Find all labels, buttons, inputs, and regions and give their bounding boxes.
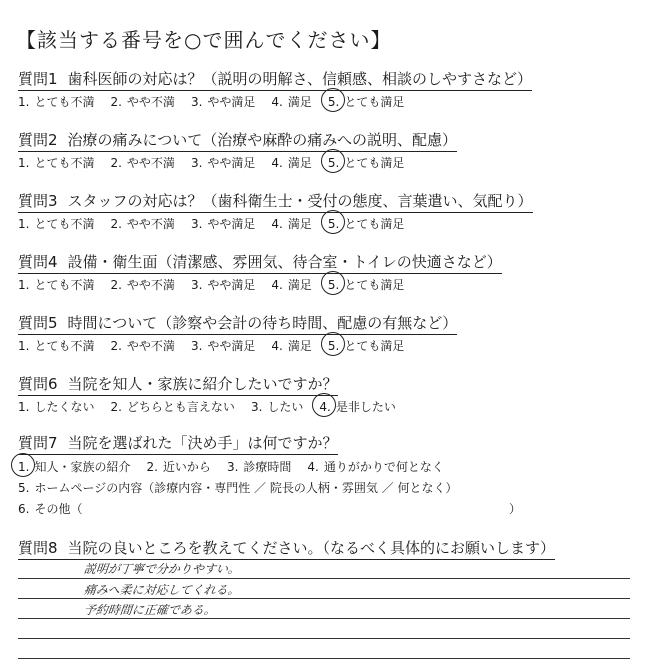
option-number: 4.	[271, 278, 283, 292]
option-label: 満足	[287, 217, 312, 231]
question-1-heading	[18, 68, 532, 91]
question-label: 質問3	[18, 192, 58, 210]
q7-option-6[interactable]	[18, 500, 82, 517]
q7-option-3[interactable]	[227, 458, 291, 475]
question-5-heading	[18, 312, 457, 335]
q7-other-close-paren: ）	[509, 502, 522, 516]
question-2-heading	[18, 129, 457, 152]
selection-circle	[321, 332, 345, 356]
option-label: 通りがかりで何となく	[323, 460, 444, 474]
option-number: 4.	[271, 156, 283, 170]
selection-circle	[321, 210, 345, 234]
q6-option-4[interactable]	[319, 398, 395, 415]
question-label: 質問1	[18, 70, 58, 88]
option-label: ホームページの内容（診療内容・専門性 ／ 院長の人柄・雰囲気 ／ 何となく）	[34, 481, 458, 495]
option-label: やや不満	[126, 339, 175, 353]
question-label: 質問5	[18, 314, 58, 332]
option-label: 近いから	[162, 460, 211, 474]
option-label: やや満足	[207, 156, 256, 170]
option-label: とても満足	[344, 278, 405, 292]
option-number: 1.	[18, 339, 30, 353]
option-number: 1.	[18, 156, 30, 170]
option-number: 5.	[327, 156, 340, 170]
question-8-label: 質問8	[18, 539, 58, 557]
option-label: やや満足	[207, 278, 256, 292]
option-label: やや不満	[126, 217, 175, 231]
q7-option-2[interactable]	[146, 458, 210, 475]
q5-option-1[interactable]	[18, 337, 94, 354]
q5-option-4[interactable]	[271, 337, 311, 354]
option-label: とても不満	[34, 339, 95, 353]
option-label: したい	[267, 400, 304, 414]
question-label: 質問6	[18, 375, 58, 393]
option-label: やや満足	[207, 339, 256, 353]
option-label: とても不満	[34, 156, 95, 170]
option-number: 2.	[110, 156, 122, 170]
question-5-options	[18, 337, 420, 354]
option-label: 満足	[287, 95, 312, 109]
q7-option-5[interactable]	[18, 479, 457, 496]
option-number: 1.	[18, 217, 30, 231]
selection-circle	[321, 271, 345, 295]
question-7-options-row1	[18, 458, 460, 475]
question-text: 歯科医師の対応は？（説明の明解さ、信頼感、相談のしやすさなど）	[67, 70, 532, 88]
option-number: 4.	[271, 95, 283, 109]
option-number: 3.	[190, 339, 203, 353]
answer-line	[18, 598, 630, 599]
question-text: 時間について（診察や会計の待ち時間、配慮の有無など）	[67, 314, 458, 332]
question-label: 質問2	[18, 131, 58, 149]
question-1-options	[18, 93, 420, 110]
option-label: やや不満	[126, 156, 175, 170]
option-number: 2.	[110, 95, 122, 109]
q7-option-4[interactable]	[307, 458, 443, 475]
option-number: 2.	[110, 400, 122, 414]
q5-option-5[interactable]	[328, 337, 404, 354]
q6-option-2[interactable]	[110, 398, 234, 415]
option-label: 満足	[287, 339, 312, 353]
question-4-options	[18, 276, 420, 293]
option-number: 5.	[327, 339, 340, 353]
answer-line	[18, 578, 630, 579]
q6-option-3[interactable]	[251, 398, 303, 415]
answer-line	[18, 618, 630, 619]
question-4-heading	[18, 251, 502, 274]
option-label: どちらとも言えない	[126, 400, 235, 414]
option-number: 2.	[110, 339, 122, 353]
selection-circle	[11, 453, 35, 477]
option-number: 2.	[146, 460, 158, 474]
option-number: 4.	[271, 339, 283, 353]
q1-option-4[interactable]	[271, 93, 311, 110]
q2-option-1[interactable]	[18, 154, 94, 171]
option-number: 1.	[18, 95, 30, 109]
question-text: 当院を知人・家族に紹介したいですか？	[67, 375, 338, 393]
option-number: 1.	[18, 400, 30, 414]
q1-option-3[interactable]	[191, 93, 255, 110]
answer-line	[18, 658, 630, 659]
option-label: 知人・家族の紹介	[34, 460, 131, 474]
option-number: 2.	[110, 217, 122, 231]
option-label: 満足	[287, 156, 312, 170]
question-text: スタッフの対応は？（歯科衛生士・受付の態度、言葉遣い、気配り）	[67, 192, 533, 210]
option-label: 満足	[287, 278, 312, 292]
option-number: 3.	[190, 278, 203, 292]
question-text: 設備・衛生面（清潔感、雰囲気、待合室・トイレの快適さなど）	[67, 253, 502, 271]
option-label: とても不満	[34, 95, 95, 109]
q2-option-4[interactable]	[271, 154, 311, 171]
answer-line	[18, 638, 630, 639]
selection-circle	[321, 149, 345, 173]
option-number: 4.	[271, 217, 283, 231]
option-number: 5.	[18, 481, 30, 495]
option-number: 1.	[18, 278, 30, 292]
question-8-text: 当院の良いところを教えてください。（なるべく具体的にお願いします）	[67, 539, 556, 557]
question-7-text: 当院を選ばれた「決め手」は何ですか？	[67, 434, 338, 452]
option-number: 3.	[190, 217, 203, 231]
q2-option-5[interactable]	[328, 154, 404, 171]
question-7-label: 質問7	[18, 434, 58, 452]
option-label: とても満足	[344, 95, 405, 109]
question-3-heading	[18, 190, 533, 213]
option-label: 診療時間	[243, 460, 292, 474]
option-label: その他（	[34, 502, 83, 516]
option-number: 1.	[18, 460, 30, 474]
option-number: 6.	[18, 502, 30, 516]
selection-circle	[321, 88, 345, 112]
option-number: 3.	[190, 95, 203, 109]
option-number: 4.	[307, 460, 319, 474]
q3-option-4[interactable]	[271, 215, 311, 232]
option-number: 3.	[226, 460, 239, 474]
option-label: やや満足	[207, 95, 256, 109]
option-label: とても満足	[344, 156, 405, 170]
option-number: 5.	[327, 217, 340, 231]
option-label: やや不満	[126, 95, 175, 109]
q4-option-1[interactable]	[18, 276, 94, 293]
handwritten-answer-1: 説明が丁寧で分かりやすい。	[83, 562, 241, 576]
q3-option-2[interactable]	[110, 215, 174, 232]
option-label: 是非したい	[335, 400, 396, 414]
option-number: 3.	[250, 400, 263, 414]
option-label: とても不満	[34, 217, 95, 231]
q3-option-1[interactable]	[18, 215, 94, 232]
q1-option-2[interactable]	[110, 93, 174, 110]
q1-option-5[interactable]	[328, 93, 404, 110]
option-label: とても満足	[344, 217, 405, 231]
handwritten-answer-3: 予約時間に正確である。	[83, 603, 217, 617]
option-label: とても満足	[344, 339, 405, 353]
q2-option-3[interactable]	[191, 154, 255, 171]
q3-option-3[interactable]	[191, 215, 255, 232]
question-8-heading	[18, 537, 555, 560]
q1-option-1[interactable]	[18, 93, 94, 110]
q5-option-3[interactable]	[191, 337, 255, 354]
option-label: やや不満	[126, 278, 175, 292]
option-label: とても不満	[34, 278, 95, 292]
q4-option-3[interactable]	[191, 276, 255, 293]
option-number: 5.	[327, 95, 340, 109]
question-text: 治療の痛みについて（治療や麻酔の痛みへの説明、配慮）	[67, 131, 457, 149]
q7-option-1[interactable]	[18, 458, 130, 475]
option-label: したくない	[34, 400, 95, 414]
q4-option-4[interactable]	[271, 276, 311, 293]
q4-option-5[interactable]	[328, 276, 404, 293]
question-3-options	[18, 215, 420, 232]
question-6-options	[18, 398, 412, 415]
selection-circle	[312, 393, 336, 417]
q5-option-2[interactable]	[110, 337, 174, 354]
q4-option-2[interactable]	[110, 276, 174, 293]
question-label: 質問4	[18, 253, 58, 271]
question-7-heading	[18, 432, 338, 455]
option-number: 3.	[190, 156, 203, 170]
option-number: 5.	[327, 278, 340, 292]
option-number: 4.	[319, 400, 331, 414]
handwritten-answer-2: 痛みへ柔に対応してくれる。	[83, 583, 241, 597]
page-title: 【該当する番号を○で囲んでください】	[16, 28, 392, 52]
option-number: 2.	[110, 278, 122, 292]
question-6-heading	[18, 373, 338, 396]
q3-option-5[interactable]	[328, 215, 404, 232]
q6-option-1[interactable]	[18, 398, 94, 415]
question-2-options	[18, 154, 420, 171]
option-label: やや満足	[207, 217, 256, 231]
q2-option-2[interactable]	[110, 154, 174, 171]
